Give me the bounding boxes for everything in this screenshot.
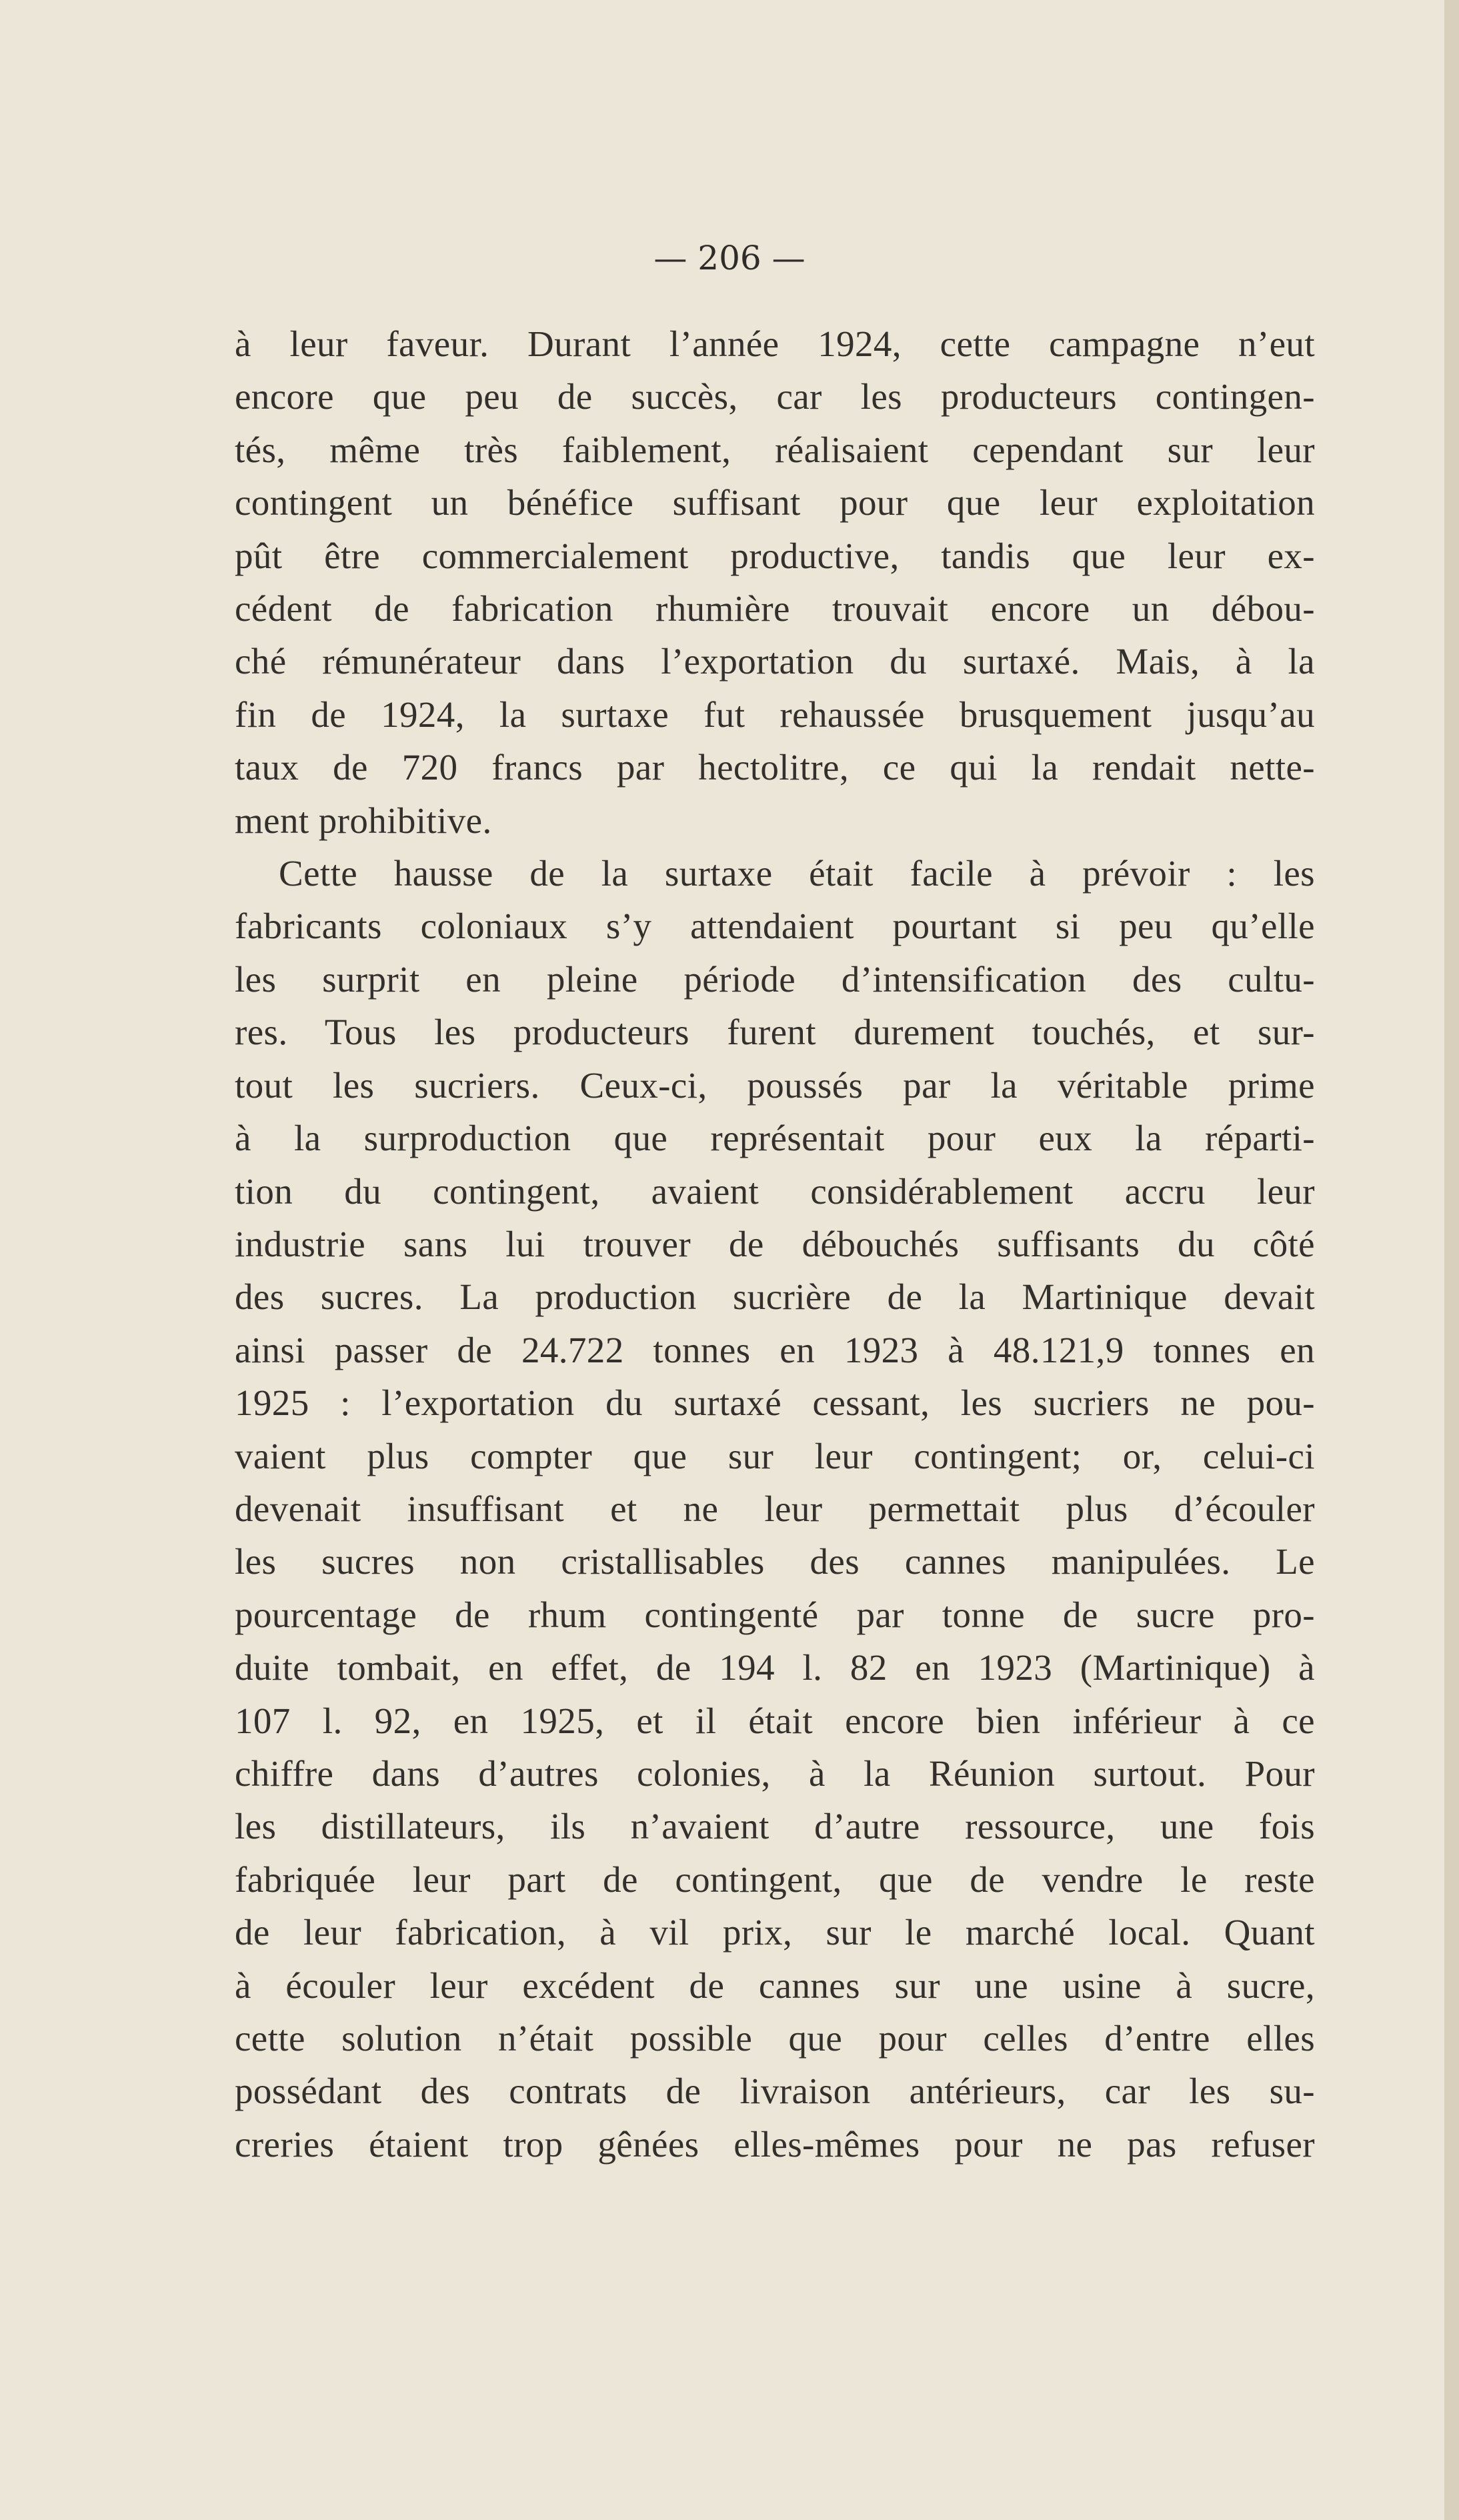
text-line: industrie sans lui trouver de débouchés suffisants du côté bbox=[235, 1223, 1315, 1264]
page-number: — 206 — bbox=[653, 239, 806, 277]
text-line: vaient plus compter que sur leur contingent; or, celui-ci bbox=[235, 1435, 1315, 1476]
text-line: pût être commercialement productive, tandis que leur ex- bbox=[235, 535, 1315, 576]
text-line: creries étaient trop gênées elles-mêmes pour ne pas refuser bbox=[235, 2123, 1315, 2165]
text-line: à leur faveur. Durant l’année 1924, cette campagne n’eut bbox=[235, 323, 1315, 364]
paragraph-end-line: ment prohibitive. bbox=[235, 800, 492, 841]
text-line: ainsi passer de 24.722 tonnes en 1923 à 48.121,9 tonnes en bbox=[235, 1329, 1315, 1370]
text-line: tout les sucriers. Ceux-ci, poussés par la véritable prime bbox=[235, 1064, 1315, 1106]
text-line: res. Tous les producteurs furent durement touchés, et sur- bbox=[235, 1012, 1315, 1053]
text-line: 1925 : l’exportation du surtaxé cessant, les sucriers ne pou- bbox=[235, 1382, 1315, 1424]
text-line: encore que peu de succès, car les producteurs contingen- bbox=[235, 376, 1315, 417]
text-line: les surprit en pleine période d’intensification des cultu- bbox=[235, 958, 1315, 1000]
text-line: de leur fabrication, à vil prix, sur le marché local. Quant bbox=[235, 1912, 1315, 1953]
text-line: tion du contingent, avaient considérablement accru leur bbox=[235, 1170, 1315, 1212]
page-edge-shadow bbox=[1444, 0, 1459, 2520]
text-line: cette solution n’était possible que pour celles d’entre elles bbox=[235, 2018, 1315, 2059]
text-line: cédent de fabrication rhumière trouvait encore un débou- bbox=[235, 588, 1315, 629]
text-line: fabriquée leur part de contingent, que de vendre le reste bbox=[235, 1858, 1315, 1900]
text-line: possédant des contrats de livraison antérieurs, car les su- bbox=[235, 2071, 1315, 2112]
text-line: taux de 720 francs par hectolitre, ce qui la rendait nette- bbox=[235, 747, 1315, 788]
text-line: ché rémunérateur dans l’exportation du surtaxé. Mais, à la bbox=[235, 641, 1315, 682]
text-line: à la surproduction que représentait pour eux la réparti- bbox=[235, 1118, 1315, 1159]
text-line: fin de 1924, la surtaxe fut rehaussée brusquement jusqu’au bbox=[235, 694, 1315, 735]
text-line: tés, même très faiblement, réalisaient cependant sur leur bbox=[235, 429, 1315, 470]
text-line: les distillateurs, ils n’avaient d’autre ressource, une fois bbox=[235, 1806, 1315, 1847]
text-line: à écouler leur excédent de cannes sur une usine à sucre, bbox=[235, 1965, 1315, 2006]
text-line: des sucres. La production sucrière de la Martinique devait bbox=[235, 1276, 1315, 1318]
text-line: 107 l. 92, en 1925, et il était encore bien inférieur à ce bbox=[235, 1700, 1315, 1741]
text-line: les sucres non cristallisables des cannes manipulées. Le bbox=[235, 1541, 1315, 1582]
text-line: chiffre dans d’autres colonies, à la Réunion surtout. Pour bbox=[235, 1752, 1315, 1794]
body-text bbox=[235, 317, 1315, 2171]
paragraph-start-line: Cette hausse de la surtaxe était facile à prévoir : les bbox=[279, 853, 1315, 894]
text-line: contingent un bénéfice suffisant pour que leur exploitation bbox=[235, 482, 1315, 523]
text-line: fabricants coloniaux s’y attendaient pourtant si peu qu’elle bbox=[235, 906, 1315, 947]
text-line: devenait insuffisant et ne leur permettait plus d’écouler bbox=[235, 1488, 1315, 1529]
text-line: pourcentage de rhum contingenté par tonne de sucre pro- bbox=[235, 1594, 1315, 1635]
text-line: duite tombait, en effet, de 194 l. 82 en 1923 (Martinique) à bbox=[235, 1647, 1315, 1688]
